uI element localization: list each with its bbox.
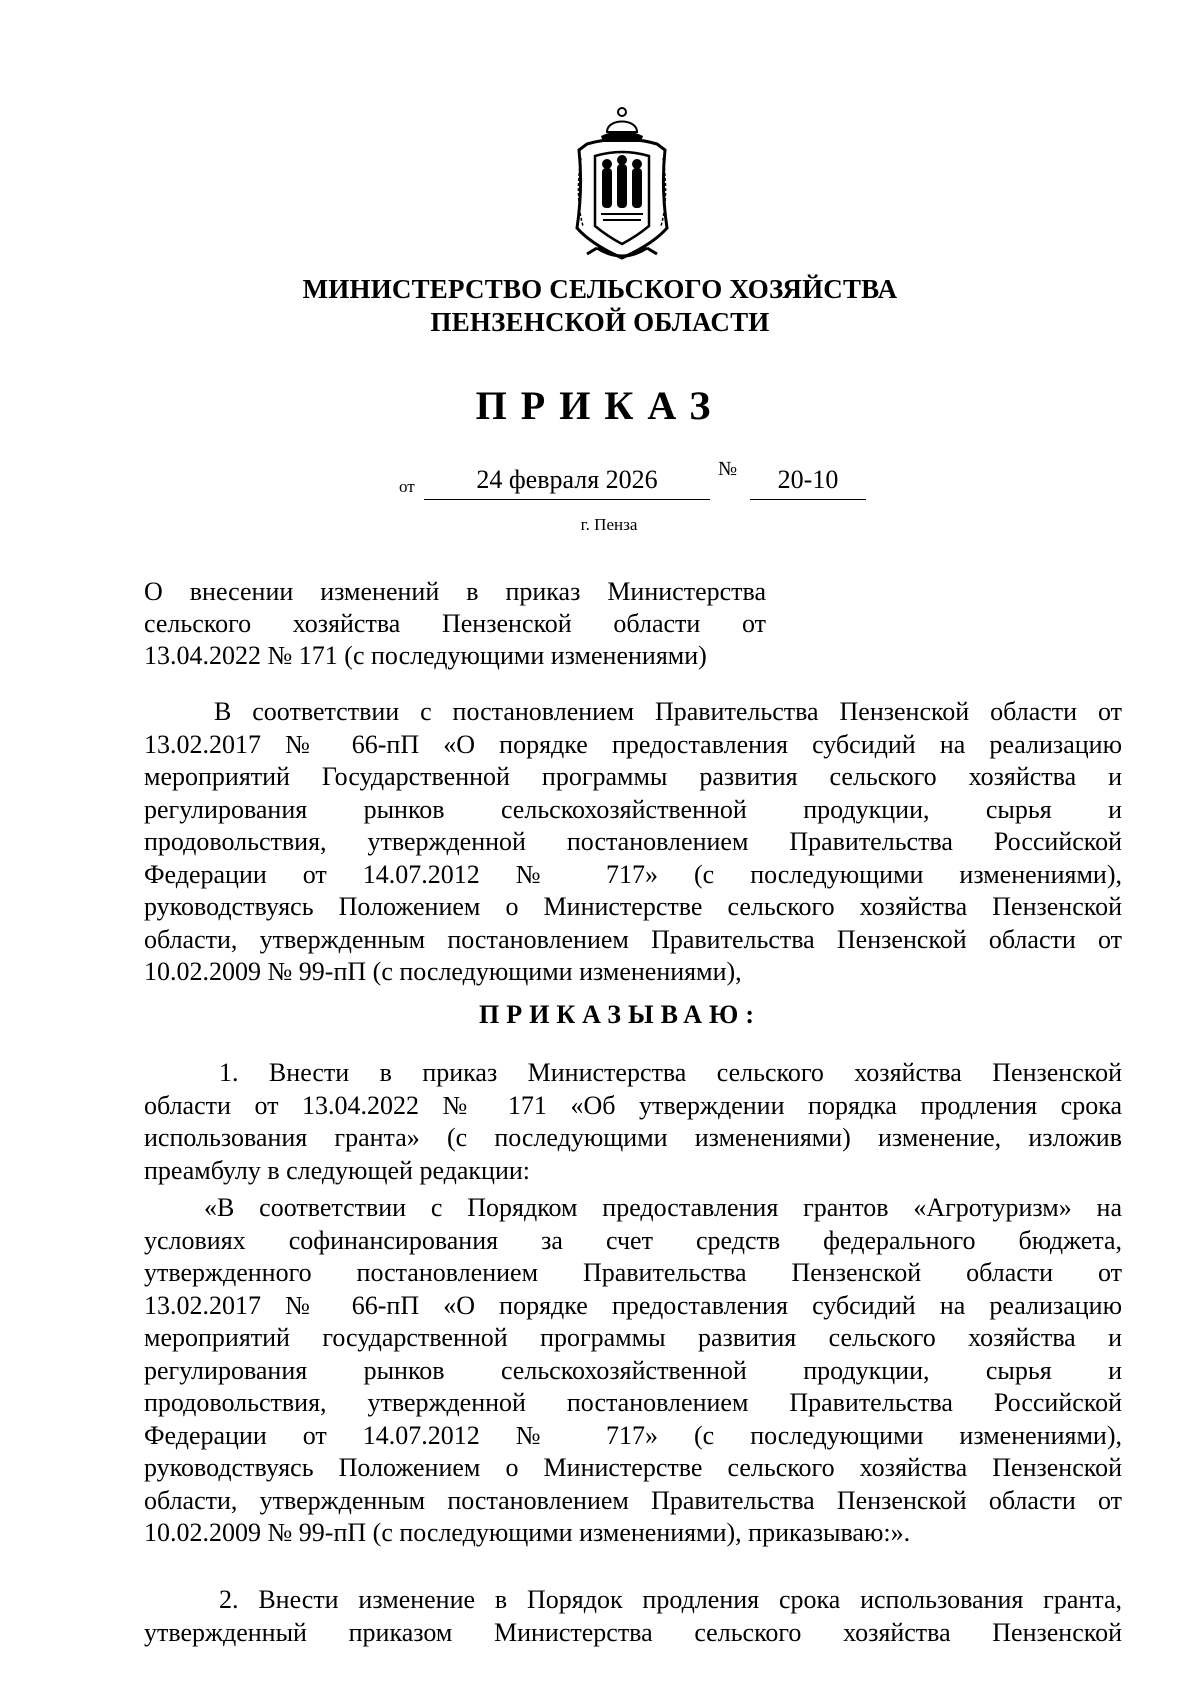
number-sign: № [718,458,738,480]
text-line: условиях софинансирования за счет средств федерального бюджета, [144,1225,1122,1255]
text-line: преамбулу в следующей редакции: [144,1155,531,1185]
subject-line: О внесении изменений в приказ Министерства [144,577,766,606]
text-line: Федерации от 14.07.2012 № 717» (с последующими изменениями), [144,859,1122,889]
text-line: Федерации от 14.07.2012 № 717» (с последующими изменениями), [144,1420,1122,1450]
text-line: продовольствия, утвержденной постановлением Правительства Российской [144,1388,1122,1417]
text-line: «В соответствии с Порядком предоставления грантов «Агротуризм» на [204,1193,1122,1222]
text-line: 10.02.2009 № 99-пП (с последующими изменениями), приказываю:». [144,1518,911,1547]
subject-line: сельского хозяйства Пензенской области от [144,609,766,638]
subject-line: 13.04.2022 № 171 (с последующими изменениями) [144,641,707,670]
text-line: В соответствии с постановлением Правительства Пензенской области от [214,697,1122,726]
date-number-line [0,458,1200,504]
text-line: 10.02.2009 № 99-пП (с последующими изменениями), [144,957,742,986]
text-line: мероприятий Государственной программы развития сельского хозяйства и [144,762,1122,791]
date-prefix: от [399,477,415,496]
text-line: мероприятий государственной программы развития сельского хозяйства и [144,1323,1122,1352]
text-line: утвержденный приказом Министерства сельского хозяйства Пензенской [144,1617,1122,1647]
text-line: области, утвержденным постановлением Правительства Пензенской области от [144,1485,1122,1515]
text-line: 1. Внести в приказ Министерства сельского хозяйства Пензенской [219,1058,1122,1087]
preamble-paragraph [144,696,1122,989]
document-date: 24 февраля 2026 [424,464,710,500]
document-number: 20-10 [750,464,866,500]
text-line: области, утвержденным постановлением Правительства Пензенской области от [144,924,1122,954]
ministry-name [0,273,1200,339]
subject-heading [144,576,766,672]
text-line: продовольствия, утвержденной постановлением Правительства Российской [144,827,1122,856]
text-line: использования гранта» (с последующими изменениями) изменение, изложив [144,1123,1122,1152]
ministry-line-2: ПЕНЗЕНСКОЙ ОБЛАСТИ [430,307,770,337]
item-1-paragraph [144,1057,1122,1187]
coat-of-arms-icon [557,98,687,270]
text-line: 13.02.2017 № 66-пП «О порядке предоставления субсидий на реализацию [144,729,1122,759]
text-line: руководствуясь Положением о Министерстве сельского хозяйства Пензенской [144,892,1122,921]
text-line: 13.02.2017 № 66-пП «О порядке предоставления субсидий на реализацию [144,1290,1122,1320]
item-2-paragraph [144,1584,1122,1649]
text-line: регулирования рынков сельскохозяйственной продукции, сырья и [144,794,1122,824]
document-title: ПРИКАЗ [475,383,725,428]
city: г. Пенза [580,515,638,534]
text-line: руководствуясь Положением о Министерстве сельского хозяйства Пензенской [144,1453,1122,1482]
ministry-line-1: МИНИСТЕРСТВО СЕЛЬСКОГО ХОЗЯЙСТВА [302,274,898,304]
text-line: 2. Внести изменение в Порядок продления срока использования гранта, [219,1585,1122,1614]
text-line: регулирования рынков сельскохозяйственной продукции, сырья и [144,1355,1122,1385]
quoted-preamble [144,1192,1122,1550]
text-line: области от 13.04.2022 № 171 «Об утверждении порядка продления срока [144,1090,1122,1120]
order-heading: ПРИКАЗЫВАЮ: [479,1000,761,1029]
text-line: утвержденного постановлением Правительства Пензенской области от [144,1258,1122,1287]
